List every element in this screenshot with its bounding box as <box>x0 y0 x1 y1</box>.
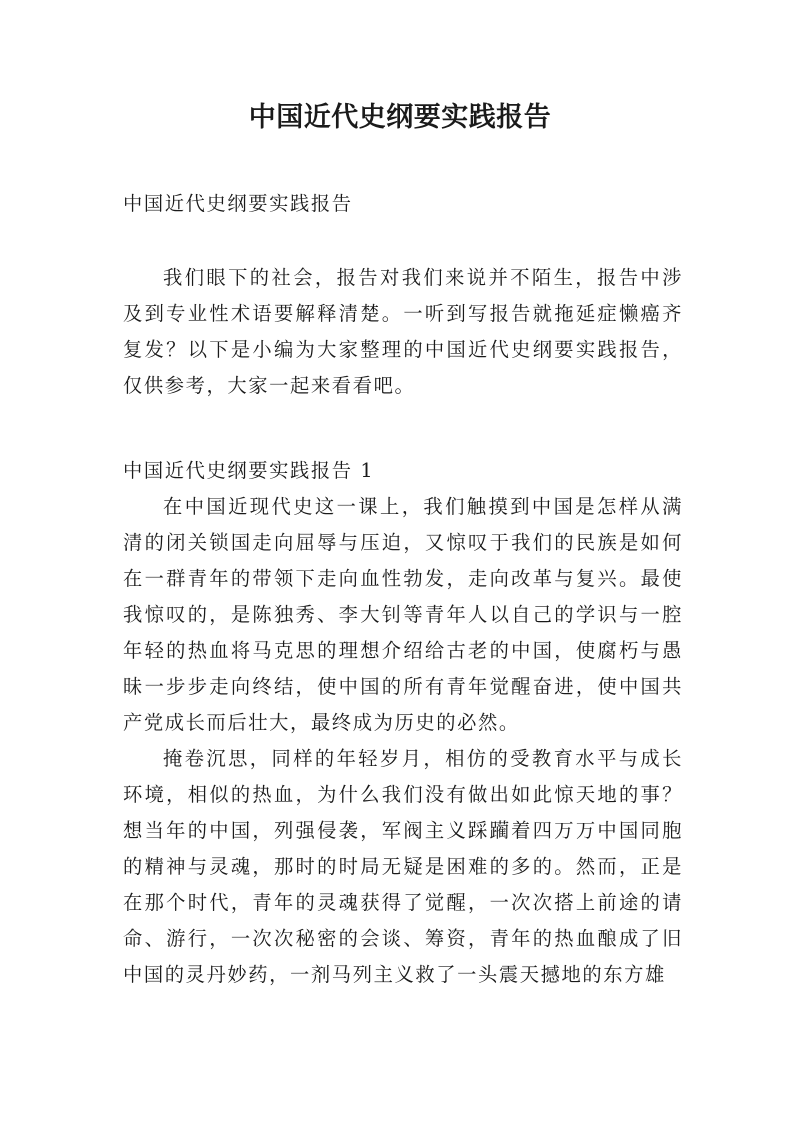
document-subtitle: 中国近代史纲要实践报告 <box>123 192 353 215</box>
report-section-1 <box>123 453 683 993</box>
intro-paragraph: 我们眼下的社会，报告对我们来说并不陌生，报告中涉及到专业性术语要解释清楚。一听到写报告就拖延症懒癌齐复发？以下是小编为大家整理的中国近代史纲要实践报告，仅供参考，大家一起来看看吧。 <box>123 266 683 397</box>
section-paragraph-1: 在中国近现代史这一课上，我们触摸到中国是怎样从满清的闭关锁国走向屈辱与压迫，又惊叹于我们的民族是如何在一群青年的带领下走向血性勃发，走向改革与复兴。最使我惊叹的，是陈独秀、李大钊等青年人以自己的学识与一腔年轻的热血将马克思的理想介绍给古老的中国，使腐朽与愚昧一步步走向终结，使中国的所有青年觉醒奋进，使中国共产党成长而后壮大，最终成为历史的必然。 <box>123 495 683 734</box>
section-heading: 中国近代史纲要实践报告 1 <box>123 459 375 482</box>
intro-section <box>123 260 683 404</box>
section-paragraph-2: 掩卷沉思，同样的年轻岁月，相仿的受教育水平与成长环境，相似的热血，为什么我们没有做出如此惊天地的事？想当年的中国，列强侵袭，军阀主义踩躏着四万万中国同胞的精神与灵魂，那时的时局无疑是困难的多的。然而，正是在那个时代，青年的灵魂获得了觉醒，一次次搭上前途的请命、游行，一次次秘密的会谈、筹资，青年的热血酿成了旧中国的灵丹妙药，一剂马列主义救了一头震天撼地的东方雄 <box>123 747 683 986</box>
document-title: 中国近代史纲要实践报告 <box>248 102 552 133</box>
